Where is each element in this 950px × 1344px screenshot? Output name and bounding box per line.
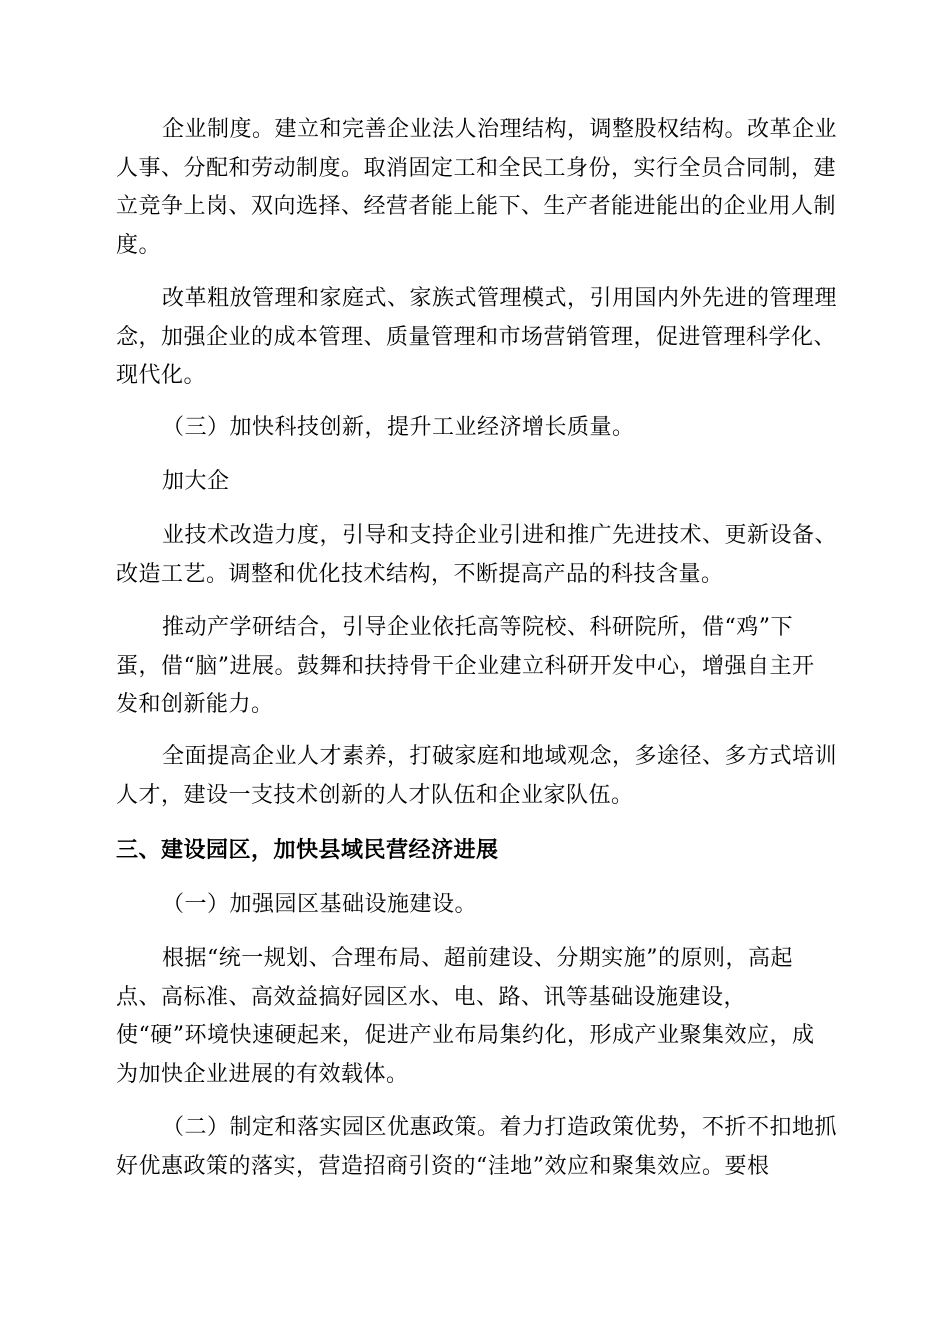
paragraph-industry-research bbox=[116, 609, 834, 725]
subheading-infrastructure bbox=[116, 886, 834, 925]
paragraph-preferential-policy bbox=[116, 1109, 838, 1186]
paragraph-talent bbox=[116, 738, 838, 815]
paragraph-fragment bbox=[116, 463, 834, 502]
text-line: 好优惠政策的落实，营造招商引资的“洼地”效应和聚集效应。要根 bbox=[116, 1153, 770, 1179]
text-line: 念，加强企业的成本管理、质量管理和市场营销管理，促进管理科学化、 bbox=[116, 324, 837, 350]
text-line: （二）制定和落实园区优惠政策。着力打造政策优势，不折不扣地抓 bbox=[162, 1115, 838, 1140]
subheading-tech-innovation bbox=[116, 409, 834, 448]
text-line: 度。 bbox=[116, 232, 162, 258]
text-line: 发和创新能力。 bbox=[116, 692, 274, 717]
text-line: 立竞争上岗、双向选择、经营者能上能下、生产者能进能出的企业用人制 bbox=[116, 194, 837, 219]
text-line: 蛋，借“脑”进展。鼓舞和扶持骨干企业建立科研开发中心，增强自主开 bbox=[116, 653, 815, 679]
text-line: 三、建设园区，加快县域民营经济进展 bbox=[116, 838, 499, 863]
paragraph-management-reform bbox=[116, 280, 838, 396]
text-line: 为加快企业进展的有效载体。 bbox=[116, 1061, 409, 1087]
text-line: 使“硬”环境快速硬起来，促进产业布局集约化，形成产业聚集效应，成 bbox=[116, 1023, 815, 1048]
paragraph-enterprise-system bbox=[116, 111, 838, 265]
text-line: 改造工艺。调整和优化技术结构，不断提高产品的科技含量。 bbox=[116, 561, 724, 587]
text-line: 加大企 bbox=[162, 469, 230, 494]
text-line: 推动产学研结合，引导企业依托高等院校、科研院所，借“鸡”下 bbox=[162, 615, 793, 640]
section-heading-three bbox=[116, 832, 834, 871]
paragraph-planning bbox=[116, 940, 834, 1094]
text-line: 点、高标准、高效益搞好园区水、电、路、讯等基础设施建设， bbox=[116, 984, 747, 1010]
text-line: （三）加快科技创新，提升工业经济增长质量。 bbox=[162, 415, 635, 440]
paragraph-tech-transformation bbox=[116, 517, 838, 594]
text-line: 现代化。 bbox=[116, 363, 207, 388]
text-line: 全面提高企业人才素养，打破家庭和地域观念，多途径、多方式培训 bbox=[162, 744, 838, 769]
text-line: 改革粗放管理和家庭式、家族式管理模式，引用国内外先进的管理理 bbox=[162, 286, 838, 311]
text-line: 企业制度。建立和完善企业法人治理结构，调整股权结构。改革企业 bbox=[162, 117, 838, 142]
text-line: 根据“统一规划、合理布局、超前建设、分期实施”的原则，高起 bbox=[162, 946, 793, 971]
text-line: （一）加强园区基础设施建设。 bbox=[162, 892, 478, 917]
text-line: 人才，建设一支技术创新的人才队伍和企业家队伍。 bbox=[116, 782, 634, 808]
text-line: 人事、分配和劳动制度。取消固定工和全民工身份，实行全员合同制，建 bbox=[116, 155, 837, 181]
text-line: 业技术改造力度，引导和支持企业引进和推广先进技术、更新设备、 bbox=[162, 523, 838, 548]
